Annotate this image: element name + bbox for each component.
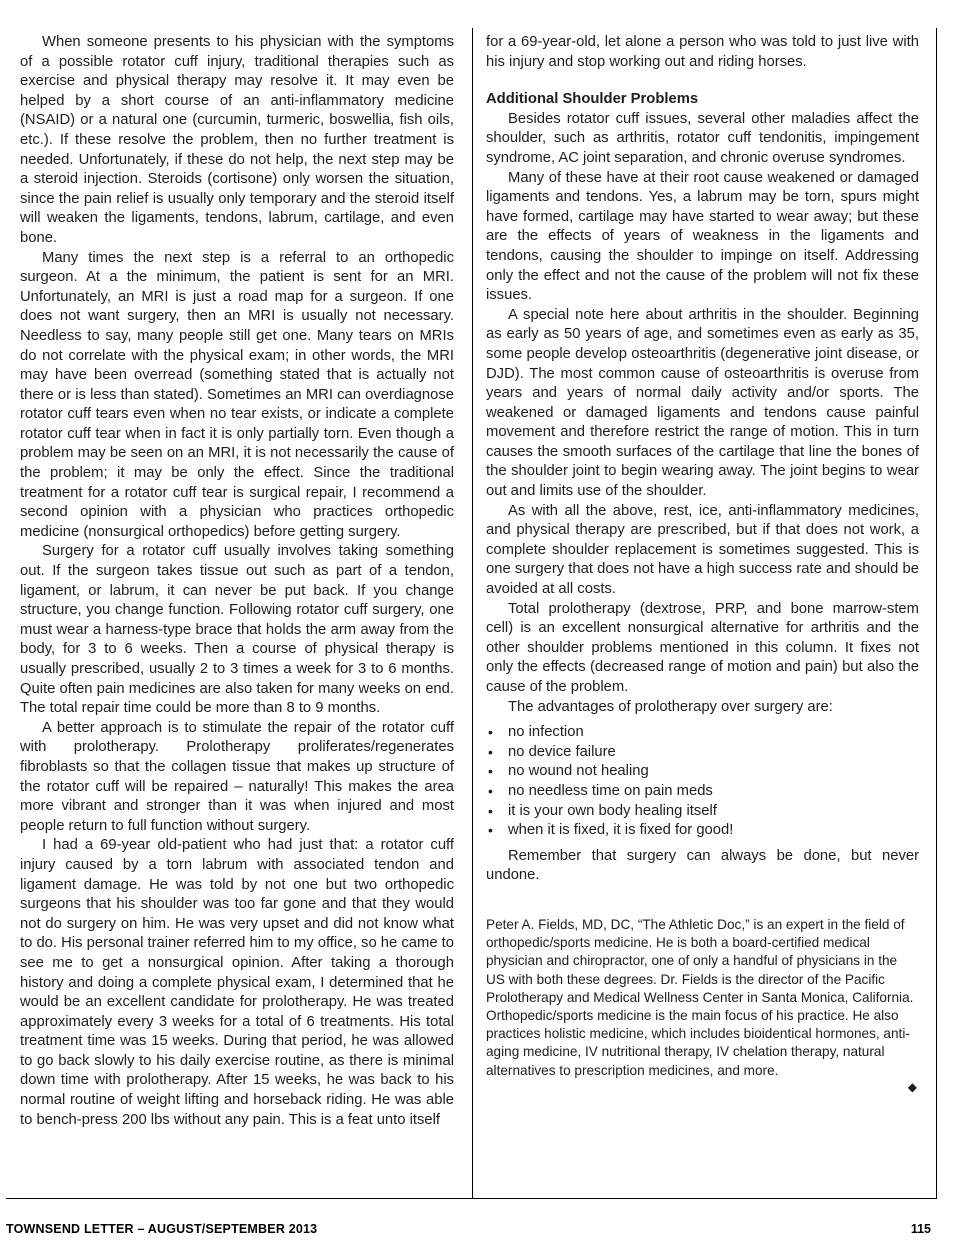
list-item-text: no infection xyxy=(508,724,584,741)
left-column xyxy=(20,33,454,1130)
paragraph: I had a 69-year old-patient who had just that: a rotator cuff injury caused by a torn labrum with associated tendon and ligament damage. He was told by not one but two orthopedic surgeons that his shoulder was too far gone and that they would not do surgery on him. He was very upset and did not know what to do. His personal trainer referred him to my office, so he came to see me to get a nonsurgical opinion. After taking a thorough history and doing a complete physical exam, I determined that he would be an excellent candidate for prolotherapy. He was treated approximately every 3 weeks for a total of 6 treatments. His total treatment time was 15 weeks. During that period, he was allowed to go back slowly to his daily exercise routine, as there is minimal down time with prolotherapy. After 15 weeks, he was back to his normal routine of weight lifting and horseback riding. He was able to bench-press 200 lbs without any pain. This is a feat unto itself xyxy=(20,837,454,1128)
list-item-text: it is your own body healing itself xyxy=(508,802,717,819)
paragraph: Many of these have at their root cause weakened or damaged ligaments and tendons. Yes, a labrum may be torn, spurs might have formed, cartilage may have started to wear away; but these are the effects of years of weakness in the ligaments and tendons, causing the shoulder to impinge on itself. Addressing only the effect and not the cause of the problem will not fix these issues. xyxy=(486,169,919,304)
bullet-icon: • xyxy=(488,802,493,819)
paragraph: Besides rotator cuff issues, several other maladies affect the shoulder, such as arthritis, rotator cuff tendonitis, impingement syndrome, AC joint separation, and chronic overuse syndromes. xyxy=(486,110,919,166)
publication-name: TOWNSEND LETTER – AUGUST/SEPTEMBER 2013 xyxy=(6,1222,318,1236)
paragraph: Total prolotherapy (dextrose, PRP, and bone marrow-stem cell) is an excellent nonsurgical alternative for arthritis and the other shoulder problems mentioned in this column. It fixes not only the effects (decreased range of motion and pain) but also the cause of the problem. xyxy=(486,600,919,695)
page-footer xyxy=(6,1222,931,1240)
paragraph: When someone presents to his physician with the symptoms of a possible rotator cuff injury, traditional therapies such as exercise and physical therapy may resolve it. It may even be helped by a short course of an anti-inflammatory medicine (NSAID) or a natural one (curcumin, turmeric, boswellia, fish oils, etc.). If these resolve the problem, then no further treatment is needed. Unfortunately, if these do not help, the next step may be a steroid injection. Steroids (cortisone) only worsen the situation, since the pain relief is usually only temporary and the steroid itself will weaken the ligaments, tendons, labrum, cartilage, and even bone. xyxy=(20,34,454,246)
bullet-icon: • xyxy=(488,743,493,760)
paragraph: Surgery for a rotator cuff usually involves taking something out. If the surgeon takes tissue out such as part of a tendon, ligament, or labrum, it can never be put back. If you change structure, you change function. Following rotator cuff surgery, one must wear a harness-type brace that holds the arm away from the body, for 3 to 6 weeks. Then a course of physical therapy is usually prescribed, usually 2 to 3 times a week for 3 to 6 months. Quite often pain medicines are also taken for many weeks on end. The total repair time could be more than 8 to 9 months. xyxy=(20,543,454,717)
list-item xyxy=(486,782,919,802)
continuation-paragraph: for a 69-year-old, let alone a person who was told to just live with his injury and stop working out and riding horses. xyxy=(486,34,919,70)
list-item-text: no device failure xyxy=(508,743,616,760)
subheading: Additional Shoulder Problems xyxy=(486,91,699,108)
list-item-text: no needless time on pain meds xyxy=(508,782,713,799)
closing-paragraph: Remember that surgery can always be done, but never undone. xyxy=(486,847,919,884)
list-item xyxy=(486,821,919,841)
bullet-icon: • xyxy=(488,822,493,839)
list-item xyxy=(486,762,919,782)
bullet-icon: • xyxy=(488,782,493,799)
paragraph: The advantages of prolotherapy over surgery are: xyxy=(508,698,833,715)
column-divider xyxy=(472,28,473,1198)
list-item xyxy=(486,802,919,822)
advantages-list xyxy=(486,723,919,841)
end-mark-row xyxy=(486,1080,919,1100)
paragraph: Many times the next step is a referral to an orthopedic surgeon. At a the minimum, the patient is sent for an MRI. Unfortunately, an MRI is just a road map for a surgeon. If one does not want surgery, then an MRI is usually not necessary. Needless to say, many people still get one. Many tears on MRIs do not correlate with the physical exam; in other words, the MRI may have been overread (something stated that is actually not there or is less than stated). Sometimes an MRI can overdiagnose rotator cuff tears even when no tear exists, or indicate a complete rotator cuff tear when in fact it is only partially torn. Even though a problem may be seen on an MRI, it is not necessarily the cause of the problem; it may be only the effect. Since the traditional treatment for a rotator cuff tear is surgical repair, I recommend a second opinion with a physician who practices orthopedic medicine (nonsurgical orthopedics) before getting surgery. xyxy=(20,249,454,540)
bullet-icon: • xyxy=(488,724,493,741)
list-item xyxy=(486,743,919,763)
paragraph: A better approach is to stimulate the repair of the rotator cuff with prolotherapy. Prolotherapy proliferates/regenerates fibroblasts so that the collagen tissue that makes up structure of the rotator cuff will be repaired – naturally! This makes the area more vibrant and stronger than it was when injured and most people return to full function without surgery. xyxy=(20,719,454,834)
author-bio: Peter A. Fields, MD, DC, “The Athletic Doc,” is an expert in the field of orthopedic/sports medicine. He is both a board-certified medical physician and chiropractor, one of only a handful of physicians in the US with both these degrees. Dr. Fields is the director of the Pacific Prolotherapy and Medical Wellness Center in Santa Monica, California. Orthopedic/sports medicine is the main focus of his practice. He also practices holistic medicine, which includes bioidentical hormones, anti-aging medicine, IV nutritional therapy, IV chelation therapy, natural alternatives to prescription medicines, and more. xyxy=(486,916,914,1078)
right-column xyxy=(486,33,919,1100)
list-item-text: no wound not healing xyxy=(508,763,649,780)
list-item xyxy=(486,723,919,743)
paragraph: As with all the above, rest, ice, anti-inflammatory medicines, and physical therapy are prescribed, but if that does not work, a complete shoulder replacement is sometimes suggested. This is one surgery that does not have a high success rate and should be avoided at all costs. xyxy=(486,502,919,598)
list-item-text: when it is fixed, it is fixed for good! xyxy=(508,822,734,839)
page-number: 115 xyxy=(910,1222,931,1236)
bullet-icon: • xyxy=(488,763,493,780)
paragraph: A special note here about arthritis in the shoulder. Beginning as early as 50 years of age, and sometimes even as early as 35, some people develop osteoarthritis (degenerative joint disease, or DJD). The most common cause of osteoarthritis is overuse from years and years of normal daily activity and/or sports. The weakened or damaged ligaments and tendons cause painful movement and therefore restrict the range of motion. This in turn causes the smooth surfaces of the cartilage that line the bones of the shoulder joint to begin wearing away. The joint begins to wear out and limits use of the shoulder. xyxy=(486,306,919,500)
end-diamond-icon: ◆ xyxy=(907,1079,917,1094)
